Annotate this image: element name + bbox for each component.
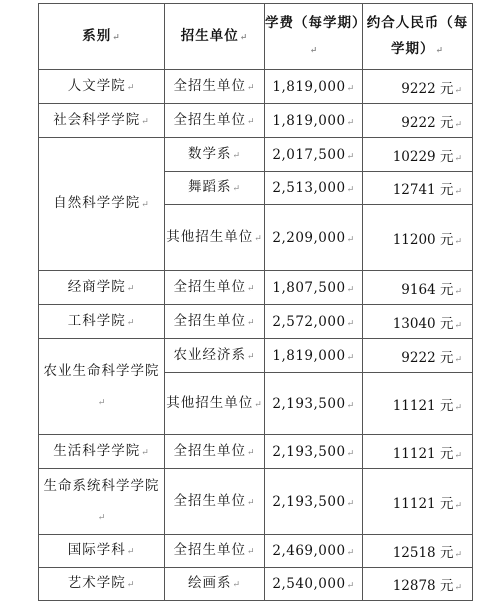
fee-cell: 2,572,000↵ bbox=[265, 305, 363, 339]
dept-cell: 社会科学学院↵ bbox=[39, 104, 165, 138]
table-row bbox=[39, 435, 473, 469]
table-row bbox=[39, 104, 473, 138]
rmb-cell: 9222 元↵ bbox=[363, 70, 473, 104]
unit-cell: 全招生单位↵ bbox=[165, 435, 265, 469]
fee-cell: 2,469,000↵ bbox=[265, 535, 363, 568]
fee-cell: 2,193,500↵ bbox=[265, 469, 363, 535]
rmb-cell: 9222 元↵ bbox=[363, 104, 473, 138]
fee-cell: 2,513,000↵ bbox=[265, 172, 363, 205]
fee-cell: 2,017,500↵ bbox=[265, 138, 363, 172]
tuition-table bbox=[38, 3, 473, 601]
rmb-cell: 11200 元↵ bbox=[363, 205, 473, 271]
rmb-cell: 11121 元↵ bbox=[363, 435, 473, 469]
fee-cell: 1,819,000↵ bbox=[265, 104, 363, 138]
unit-cell: 全招生单位↵ bbox=[165, 271, 265, 305]
table-row bbox=[39, 70, 473, 104]
unit-cell: 农业经济系↵ bbox=[165, 339, 265, 373]
fee-cell: 2,193,500↵ bbox=[265, 435, 363, 469]
unit-cell: 全招生单位↵ bbox=[165, 70, 265, 104]
dept-cell: 自然科学学院↵ bbox=[39, 138, 165, 271]
fee-cell: 1,807,500↵ bbox=[265, 271, 363, 305]
fee-cell: 2,193,500↵ bbox=[265, 373, 363, 435]
header-dept: 系别↵ bbox=[39, 4, 165, 70]
rmb-cell: 11121 元↵ bbox=[363, 373, 473, 435]
table-row bbox=[39, 138, 473, 172]
rmb-cell: 12741 元↵ bbox=[363, 172, 473, 205]
dept-cell: 人文学院↵ bbox=[39, 70, 165, 104]
rmb-cell: 9222 元↵ bbox=[363, 339, 473, 373]
dept-cell: 生活科学学院↵ bbox=[39, 435, 165, 469]
unit-cell: 全招生单位↵ bbox=[165, 305, 265, 339]
table-row bbox=[39, 271, 473, 305]
unit-cell: 其他招生单位↵ bbox=[165, 205, 265, 271]
dept-cell: 生命系统科学学院↵ bbox=[39, 469, 165, 535]
dept-cell: 艺术学院↵ bbox=[39, 568, 165, 601]
header-unit: 招生单位↵ bbox=[165, 4, 265, 70]
dept-cell: 国际学科↵ bbox=[39, 535, 165, 568]
header-fee: 学费（每学期）↵ bbox=[265, 4, 363, 70]
header-row bbox=[39, 4, 473, 70]
fee-cell: 2,209,000↵ bbox=[265, 205, 363, 271]
table-row bbox=[39, 568, 473, 601]
unit-cell: 其他招生单位↵ bbox=[165, 373, 265, 435]
unit-cell: 绘画系↵ bbox=[165, 568, 265, 601]
unit-cell: 全招生单位↵ bbox=[165, 104, 265, 138]
fee-cell: 1,819,000↵ bbox=[265, 339, 363, 373]
table-row bbox=[39, 469, 473, 535]
table-row bbox=[39, 339, 473, 373]
fee-cell: 2,540,000↵ bbox=[265, 568, 363, 601]
table-row bbox=[39, 305, 473, 339]
rmb-cell: 9164 元↵ bbox=[363, 271, 473, 305]
dept-cell: 农业生命科学学院↵ bbox=[39, 339, 165, 435]
rmb-cell: 11121 元↵ bbox=[363, 469, 473, 535]
rmb-cell: 12878 元↵ bbox=[363, 568, 473, 601]
unit-cell: 舞蹈系↵ bbox=[165, 172, 265, 205]
dept-cell: 工科学院↵ bbox=[39, 305, 165, 339]
dept-cell: 经商学院↵ bbox=[39, 271, 165, 305]
unit-cell: 全招生单位↵ bbox=[165, 535, 265, 568]
unit-cell: 全招生单位↵ bbox=[165, 469, 265, 535]
header-rmb: 约合人民币（每学期）↵ bbox=[363, 4, 473, 70]
rmb-cell: 10229 元↵ bbox=[363, 138, 473, 172]
rmb-cell: 13040 元↵ bbox=[363, 305, 473, 339]
fee-cell: 1,819,000↵ bbox=[265, 70, 363, 104]
rmb-cell: 12518 元↵ bbox=[363, 535, 473, 568]
unit-cell: 数学系↵ bbox=[165, 138, 265, 172]
table-row bbox=[39, 535, 473, 568]
